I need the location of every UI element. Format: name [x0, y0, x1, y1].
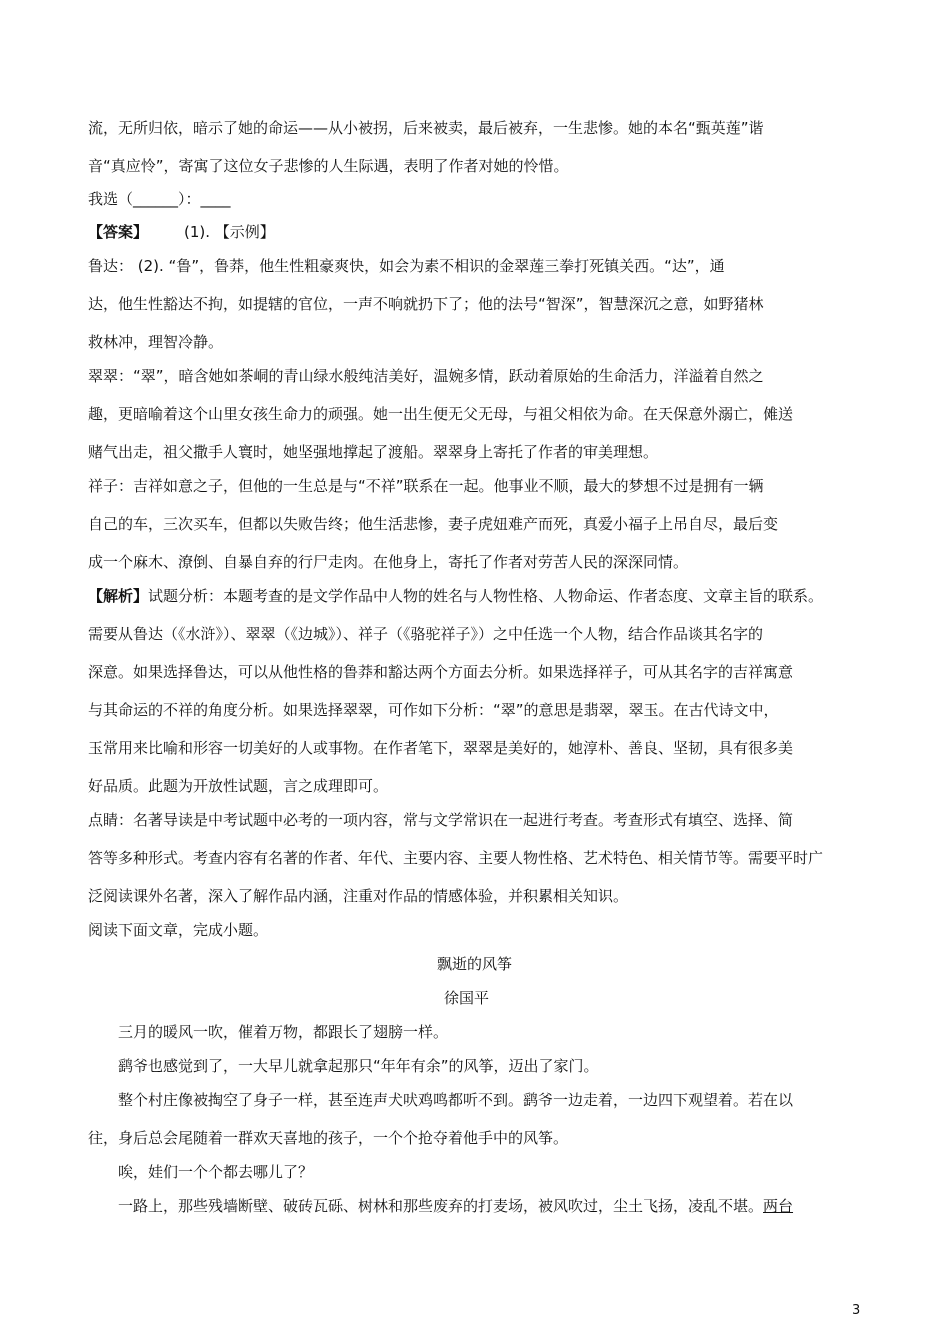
intro-line-2: 音“真应怜”，寄寓了这位女子悲惨的人生际遇，表明了作者对她的怜惜。 — [88, 157, 569, 175]
underlined-text: 两台 — [763, 1197, 794, 1215]
luda-line-3: 救林冲，理智冷静。 — [88, 333, 224, 351]
analysis-line-4: 与其命运的不祥的角度分析。如果选择翠翠，可作如下分析：“翠”的意思是翡翠，翠玉。在古代诗文中， — [88, 701, 779, 719]
analysis-line-1: 【解析】试题分析：本题考查的是文学作品中人物的姓名与人物性格、人物命运、作者态度、文章主旨的联系。 — [88, 587, 824, 605]
paragraph-3-line-2: 往，身后总会尾随着一群欢天喜地的孩子，一个个抢夺着他手中的风筝。 — [88, 1129, 569, 1147]
analysis-line-5: 玉常用来比喻和形容一切美好的人或事物。在作者笔下，翠翠是美好的，她淳朴、善良、坚韧，具有很多美 — [88, 739, 794, 757]
answer-text: (1). 【示例】 — [184, 223, 275, 241]
luda-line-2: 达，他生性豁达不拘，如提辖的官位，一声不响就扔下了；他的法号“智深”，智慧深沉之意，如野猪林 — [88, 295, 764, 313]
luda-line-1: 鲁达： (2). “鲁”，鲁莽，他生性粗豪爽快，如会为素不相识的金翠莲三拳打死镇关西。“达”，通 — [88, 257, 725, 275]
intro-line-1: 流，无所归依，暗示了她的命运——从小被拐，后来被卖，最后被弃，一生悲惨。她的本名“甄英莲”谐 — [88, 119, 764, 137]
analysis-line-6: 好品质。此题为开放性试题，言之成理即可。 — [88, 777, 389, 795]
cuicui-line-2: 趣，更暗喻着这个山里女孩生命力的顽强。她一出生便无父无母，与祖父相依为命。在天保意外溺亡，傩送 — [88, 405, 794, 423]
paragraph-1: 三月的暖风一吹，催着万物，都跟长了翅膀一样。 — [118, 1023, 449, 1041]
tip-line-3: 泛阅读课外名著，深入了解作品内涵，注重对作品的情感体验，并积累相关知识。 — [88, 887, 629, 905]
analysis-line-3: 深意。如果选择鲁达，可以从他性格的鲁莽和豁达两个方面去分析。如果选择祥子，可从其名字的吉祥寓意 — [88, 663, 794, 681]
cuicui-line-3: 赌气出走，祖父撒手人寰时，她坚强地撑起了渡船。翠翠身上寄托了作者的审美理想。 — [88, 443, 659, 461]
choice-line: 我选（______）：____ — [88, 190, 231, 208]
cuicui-line-1: 翠翠：“翠”，暗含她如茶峒的青山绿水般纯洁美好，温婉多情，跃动着原始的生命活力，洋溢着自然之 — [88, 367, 764, 385]
analysis-line-2: 需要从鲁达（《水浒》）、翠翠（《边城》）、祥子（《骆驼祥子》）之中任选一个人物，结合作品谈其名字的 — [88, 625, 764, 643]
paragraph-3-line-1: 整个村庄像被掏空了身子一样，甚至连声犬吠鸡鸣都听不到。鹞爷一边走着，一边四下观望着。若在以 — [118, 1091, 794, 1109]
paragraph-2: 鹞爷也感觉到了，一大早儿就拿起那只“年年有余”的风筝，迈出了家门。 — [118, 1057, 599, 1075]
article-author: 徐国平 — [444, 989, 490, 1007]
page-number: 3 — [852, 1303, 861, 1318]
paragraph-5-line-1: 一路上，那些残墙断壁、破砖瓦砾、树林和那些废弃的打麦场，被风吹过，尘土飞扬，凌乱不堪。两台 — [118, 1197, 794, 1215]
xiangzi-line-3: 成一个麻木、潦倒、自暴自弃的行尸走肉。在他身上，寄托了作者对劳苦人民的深深同情。 — [88, 553, 689, 571]
tip-line-2: 答等多种形式。考查内容有名著的作者、年代、主要内容、主要人物性格、艺术特色、相关情节等。需要平时广 — [88, 849, 824, 867]
article-title: 飘逝的风筝 — [437, 955, 513, 973]
analysis-tag: 【解析】 — [88, 587, 149, 605]
tip-line-1: 点睛：名著导读是中考试题中必考的一项内容，常与文学常识在一起进行考查。考查形式有填空、选择、简 — [88, 811, 794, 829]
xiangzi-line-1: 祥子：吉祥如意之子，但他的一生总是与“不祥”联系在一起。他事业不顺，最大的梦想不过是拥有一辆 — [88, 477, 764, 495]
reading-instruction: 阅读下面文章，完成小题。 — [88, 921, 269, 939]
answer-tag: 【答案】 — [88, 223, 149, 241]
xiangzi-line-2: 自己的车，三次买车，但都以失败告终；他生活悲惨，妻子虎妞难产而死，真爱小福子上吊自尽，最后变 — [88, 515, 779, 533]
paragraph-4: 唉，娃们一个个都去哪儿了？ — [118, 1163, 314, 1181]
answer-line — [88, 222, 275, 242]
